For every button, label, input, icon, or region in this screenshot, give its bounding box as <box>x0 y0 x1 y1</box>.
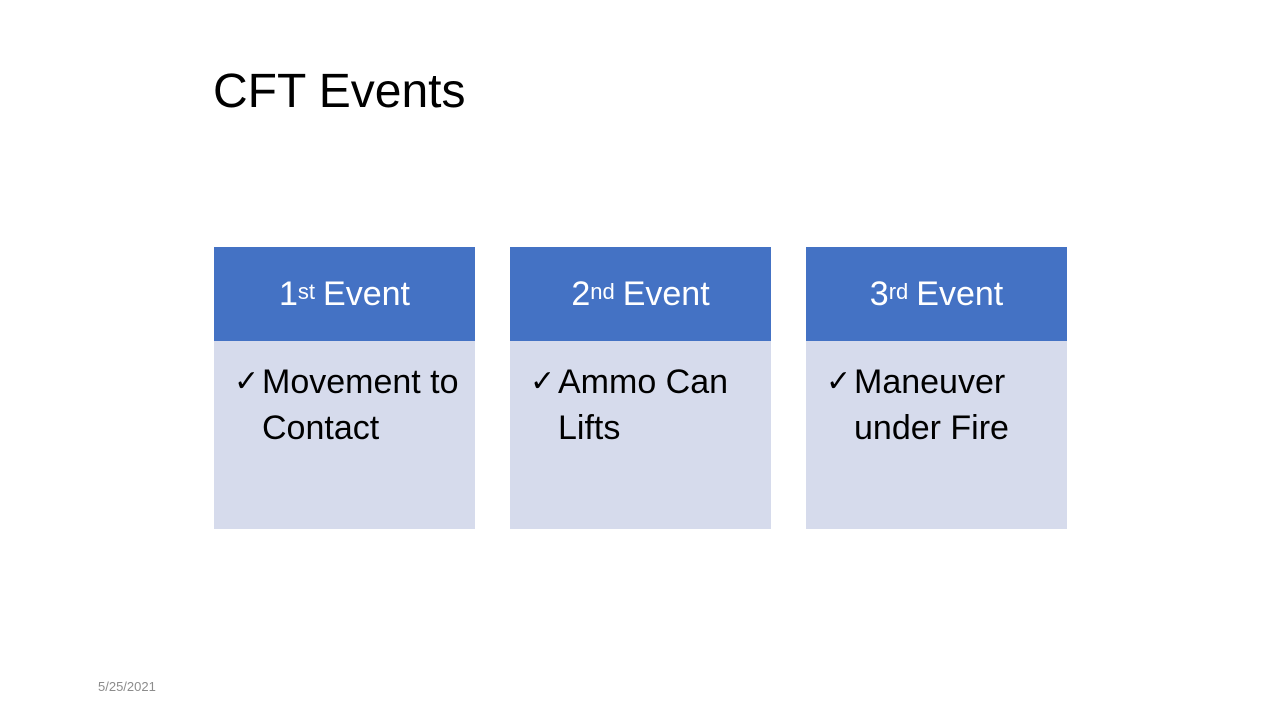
event-card-header: 1 $^{st}$ Event <box>214 247 475 341</box>
slide-date: 5/25/2021 <box>98 679 156 694</box>
event-item: Ammo Can Lifts <box>558 363 729 447</box>
checkmark-icon: ✓ <box>530 365 556 398</box>
event-number: 3 <box>869 274 889 313</box>
event-card-2 <box>510 247 771 529</box>
checkmark-icon: ✓ <box>826 365 852 398</box>
event-card-body <box>510 341 771 529</box>
event-label: Event <box>622 274 710 313</box>
event-item: Maneuver under Fire <box>854 363 1009 447</box>
event-card-header: 3 $^{rd}$ Event <box>806 247 1067 341</box>
slide-title: CFT Events <box>213 65 466 118</box>
checkmark-icon: ✓ <box>234 365 260 398</box>
event-card-3 <box>806 247 1067 529</box>
event-card-header: 2 $^{nd}$ Event <box>510 247 771 341</box>
event-cards <box>214 247 1067 529</box>
event-card-1 <box>214 247 475 529</box>
event-card-body <box>214 341 475 529</box>
event-number: 2 <box>571 274 591 313</box>
event-label: Event <box>916 274 1004 313</box>
event-number: 1 <box>279 274 298 313</box>
event-label: Event <box>323 274 410 313</box>
event-card-body <box>806 341 1067 529</box>
event-item: Movement to Contact <box>262 363 459 447</box>
